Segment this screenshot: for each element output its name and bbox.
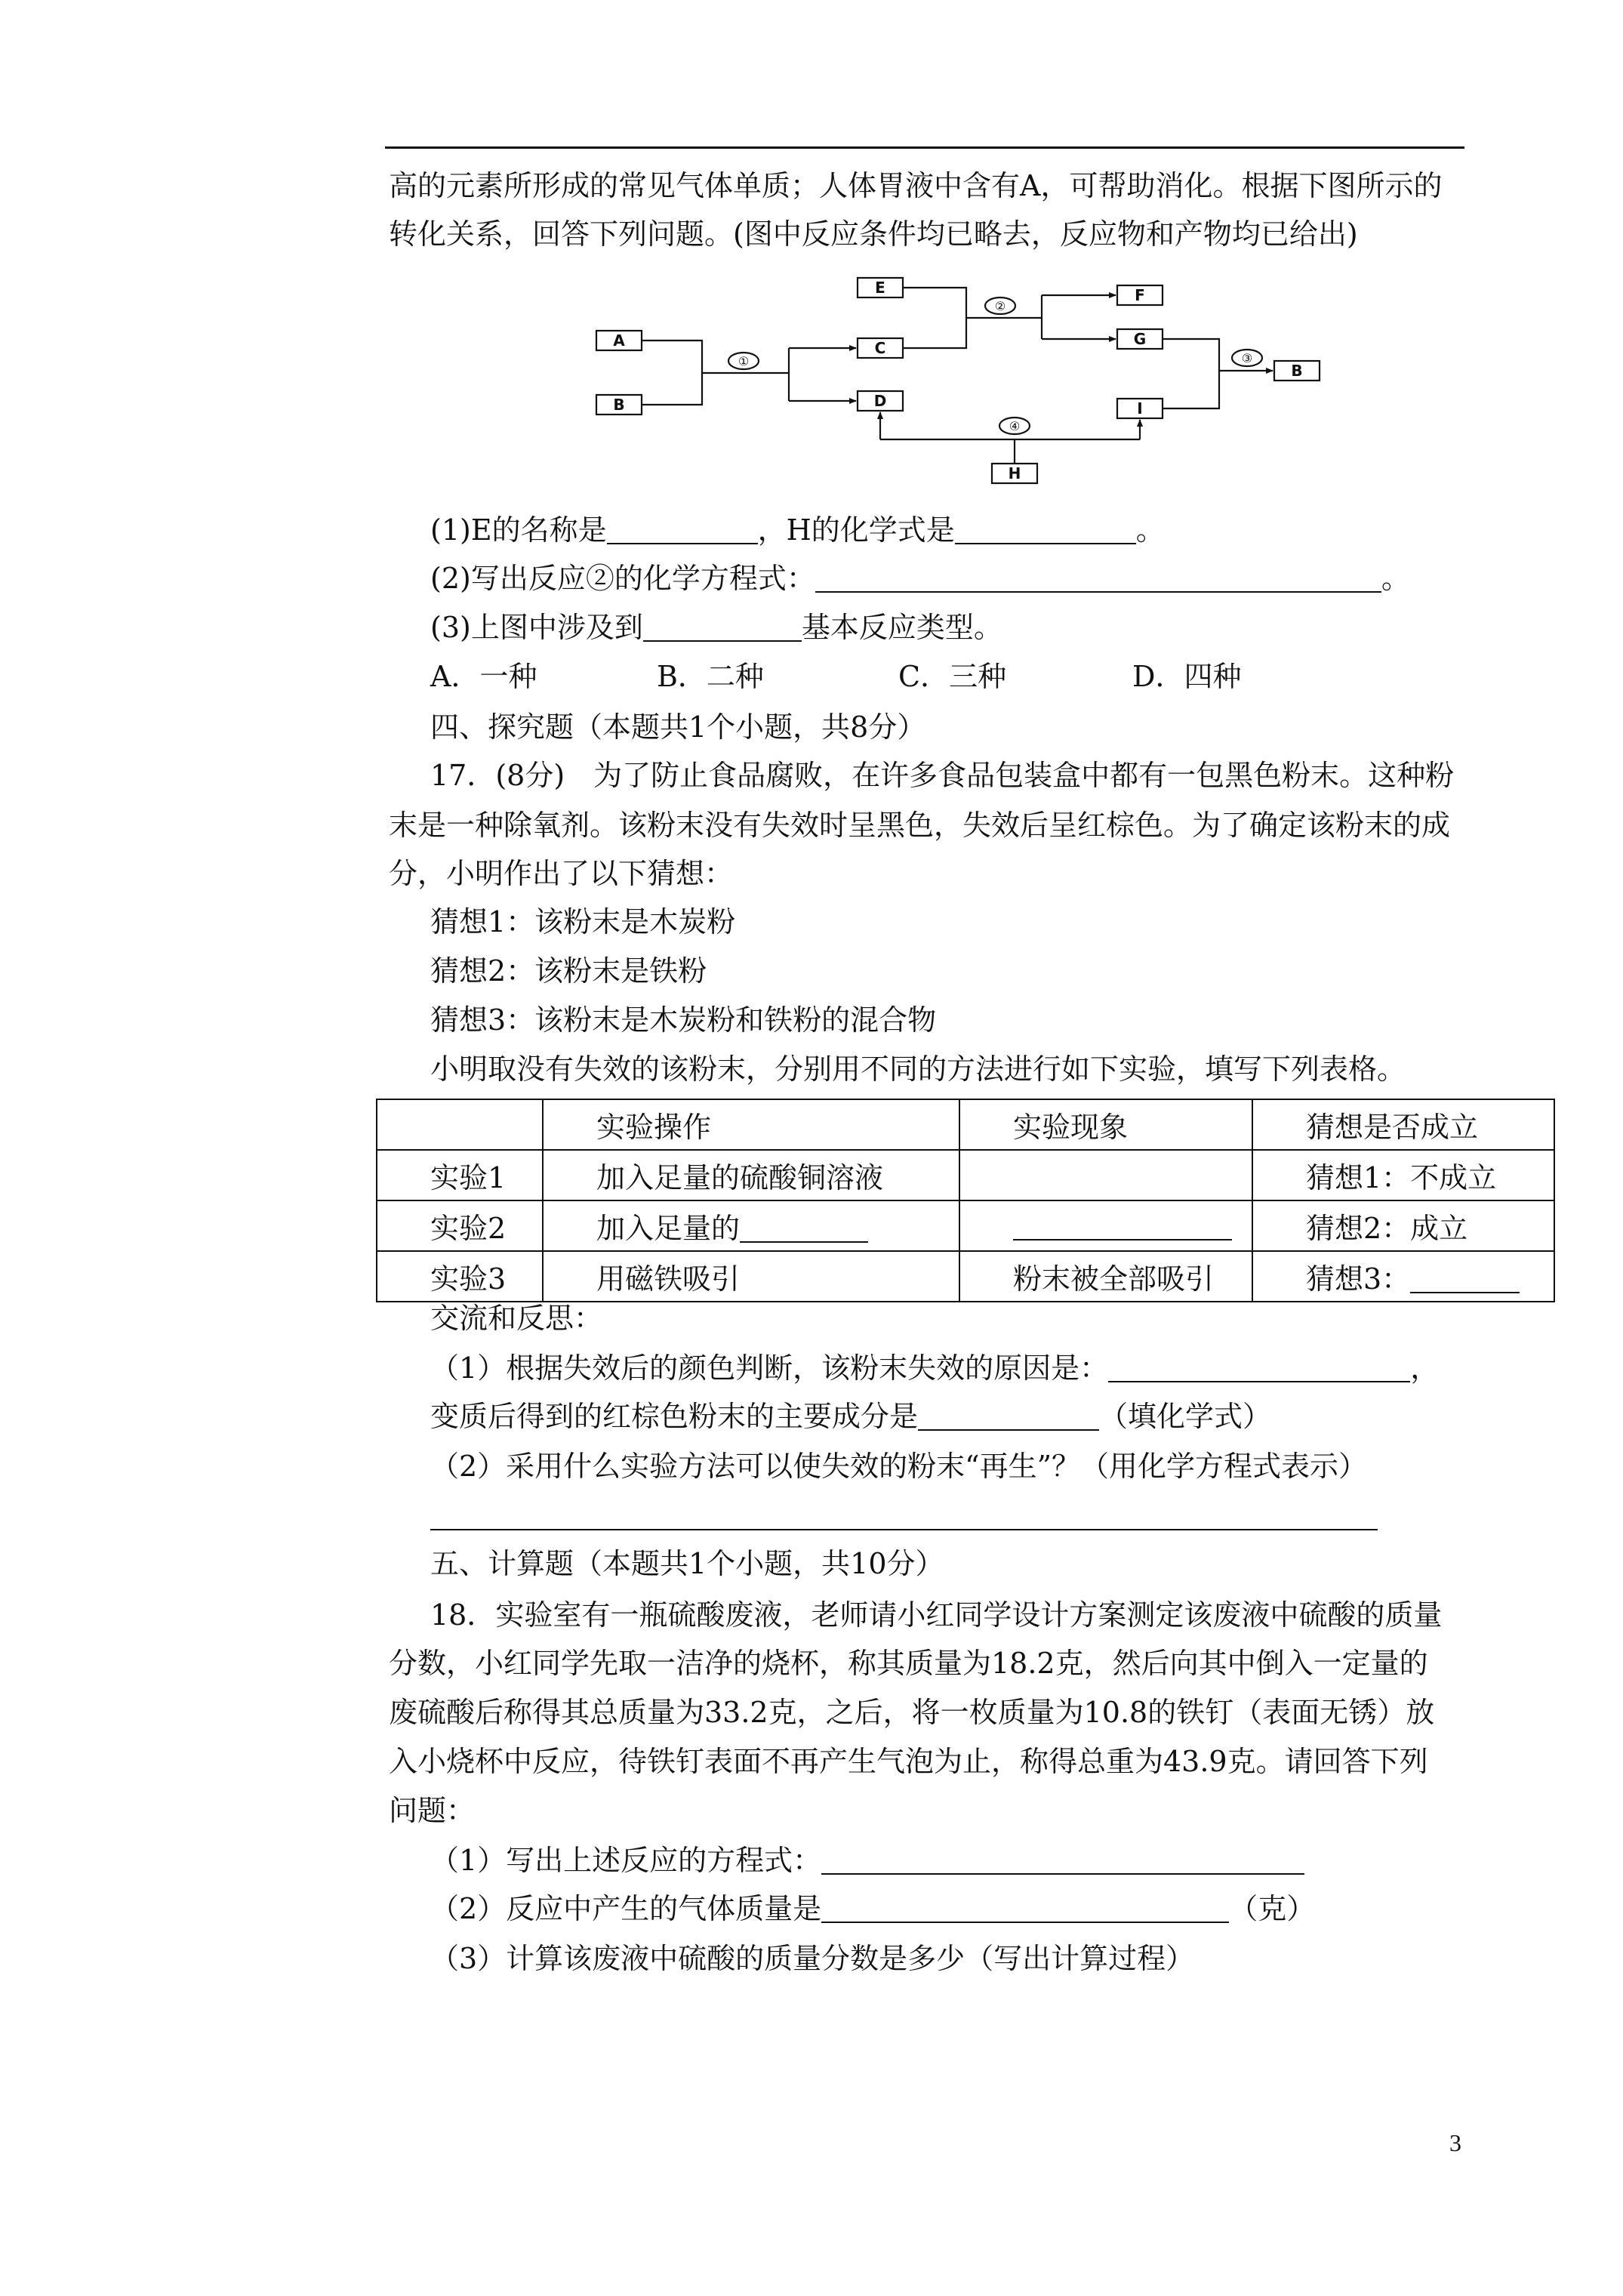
table-header-cell: 猜想是否成立 <box>1252 1099 1554 1150</box>
q16-option-b[interactable]: B．二种 <box>657 660 764 693</box>
q17-reflect-1-cont <box>430 1397 1271 1436</box>
answer-blank-e-name[interactable] <box>607 513 758 544</box>
answer-blank-guess-3[interactable] <box>1410 1262 1520 1293</box>
answer-blank-red-powder-formula[interactable] <box>918 1399 1099 1431</box>
table-header-cell: 实验现象 <box>959 1099 1252 1150</box>
q16-sub2-text-b: 。 <box>1381 562 1410 595</box>
label-B: B <box>613 396 625 414</box>
answer-blank-h-formula[interactable] <box>955 513 1136 544</box>
q17-reflect-1 <box>430 1348 1439 1388</box>
label-D: D <box>873 392 887 410</box>
table-row <box>377 1200 1554 1251</box>
q18-sub2-text-a: （2）反应中产生的气体质量是 <box>430 1892 822 1925</box>
q16-option-d[interactable]: D．四种 <box>1132 660 1242 693</box>
q18-sub1-text: （1）写出上述反应的方程式： <box>430 1844 822 1877</box>
answer-blank-reagent[interactable] <box>740 1211 868 1243</box>
answer-blank-reaction-types[interactable] <box>643 610 802 642</box>
q16-sub1 <box>430 510 1165 550</box>
section-4-title: 四、探究题（本题共1个小题，共8分） <box>430 710 926 744</box>
q16-sub1-text-b: ，H的化学式是 <box>757 513 955 547</box>
reaction-2-label: ② <box>994 299 1006 313</box>
q18-sub3: （3）计算该废液中硫酸的质量分数是多少（写出计算过程） <box>430 1942 1195 1975</box>
answer-blank-phenomenon[interactable] <box>1013 1209 1232 1240</box>
q18-sub2 <box>430 1889 1315 1928</box>
experiment-table <box>376 1099 1555 1302</box>
table-cell-phenomenon: 粉末被全部吸引 <box>959 1251 1252 1302</box>
label-A: A <box>613 331 625 350</box>
page-number: 3 <box>1449 2129 1461 2156</box>
q17-guess-1: 猜想1：该粉末是木炭粉 <box>430 905 736 938</box>
q17-reflect-1-text-b: ， <box>1410 1351 1440 1385</box>
q16-option-a[interactable]: A．一种 <box>430 660 537 693</box>
table-row <box>377 1150 1554 1200</box>
reaction-3-label: ③ <box>1241 351 1253 365</box>
q16-sub1-text-a: (1)E的名称是 <box>430 513 607 547</box>
label-H: H <box>1008 464 1021 482</box>
q17-line-2: 末是一种除氧剂。该粉末没有失效时呈黑色，失效后呈红棕色。为了确定该粉末的成 <box>389 809 1451 842</box>
label-I: I <box>1137 399 1143 418</box>
q16-sub1-text-c: 。 <box>1135 513 1165 547</box>
q17-reflect-1-text-c: 变质后得到的红棕色粉末的主要成分是 <box>430 1400 919 1433</box>
answer-line-regeneration[interactable] <box>430 1529 1378 1530</box>
table-header-cell <box>377 1099 543 1150</box>
header-rule <box>385 146 1464 149</box>
intro-line-2: 转化关系，回答下列问题。(图中反应条件均已略去，反应物和产物均已给出) <box>389 217 1358 251</box>
q18-line-5: 问题： <box>389 1794 476 1827</box>
label-G: G <box>1133 330 1147 348</box>
table-cell-operation <box>543 1200 959 1251</box>
q18-line-2: 分数，小红同学先取一洁净的烧杯，称其质量为18.2克，然后向其中倒入一定量的 <box>389 1647 1428 1680</box>
answer-blank-failure-reason[interactable] <box>1108 1351 1410 1382</box>
q18-line-4: 入小烧杯中反应，待铁钉表面不再产生气泡为止，称得总重为43.9克。请回答下列 <box>389 1745 1428 1778</box>
q17-reflect-1-text-d: （填化学式） <box>1099 1400 1272 1433</box>
table-cell-operation-text: 加入足量的 <box>596 1212 741 1245</box>
table-cell-phenomenon[interactable] <box>959 1150 1252 1200</box>
q16-sub3-text-b: 基本反应类型。 <box>801 611 1002 644</box>
table-header-cell: 实验操作 <box>543 1099 959 1150</box>
q17-line-1: 17．(8分) 为了防止食品腐败，在许多食品包装盒中都有一包黑色粉末。这种粉 <box>430 759 1455 792</box>
label-F: F <box>1135 286 1145 304</box>
table-cell-experiment: 实验3 <box>377 1251 543 1302</box>
q16-sub3-text-a: (3)上图中涉及到 <box>430 611 643 644</box>
q16-sub2 <box>430 559 1410 598</box>
section-5-title: 五、计算题（本题共1个小题，共10分） <box>430 1547 944 1580</box>
label-E: E <box>875 279 885 297</box>
answer-blank-reaction-equation[interactable] <box>821 1843 1304 1875</box>
table-cell-result-text: 猜想3： <box>1306 1262 1411 1296</box>
q17-table-intro: 小明取没有失效的该粉末，分别用不同的方法进行如下实验，填写下列表格。 <box>430 1052 1406 1086</box>
label-B2: B <box>1291 362 1303 380</box>
q17-reflect-2: （2）采用什么实验方法可以使失效的粉末“再生”？（用化学方程式表示） <box>430 1450 1368 1483</box>
table-cell-experiment: 实验1 <box>377 1150 543 1200</box>
q17-line-3: 分，小明作出了以下猜想： <box>389 857 734 890</box>
reaction-1-label: ① <box>738 354 750 368</box>
q18-sub1 <box>430 1841 1304 1880</box>
intro-line-1: 高的元素所形成的常见气体单质；人体胃液中含有A，可帮助消化。根据下图所示的 <box>389 169 1443 202</box>
table-cell-operation: 用磁铁吸引 <box>543 1251 959 1302</box>
q16-sub2-text-a: (2)写出反应②的化学方程式： <box>430 562 815 595</box>
q18-line-1: 18．实验室有一瓶硫酸废液，老师请小红同学设计方案测定该废液中硫酸的质量 <box>430 1598 1443 1632</box>
table-row <box>377 1251 1554 1302</box>
q17-guess-3: 猜想3：该粉末是木炭粉和铁粉的混合物 <box>430 1003 937 1037</box>
q16-sub3 <box>430 608 1002 647</box>
table-cell-phenomenon <box>959 1200 1252 1251</box>
q16-option-c[interactable]: C．三种 <box>898 660 1007 693</box>
answer-blank-gas-mass[interactable] <box>821 1891 1229 1923</box>
q17-reflect-1-text-a: （1）根据失效后的颜色判断，该粉末失效的原因是： <box>430 1351 1109 1385</box>
answer-blank-equation-2[interactable] <box>815 561 1381 593</box>
table-cell-experiment: 实验2 <box>377 1200 543 1251</box>
table-header-row <box>377 1099 1554 1150</box>
reaction-diagram <box>589 270 1336 491</box>
q18-line-3: 废硫酸后称得其总质量为33.2克，之后，将一枚质量为10.8的铁钉（表面无锈）放 <box>389 1696 1435 1729</box>
q17-reflect-title: 交流和反思： <box>430 1302 603 1335</box>
table-cell-result <box>1252 1251 1554 1302</box>
reaction-4-label: ④ <box>1009 419 1021 433</box>
table-cell-operation: 加入足量的硫酸铜溶液 <box>543 1150 959 1200</box>
q17-guess-2: 猜想2：该粉末是铁粉 <box>430 954 707 988</box>
q18-sub2-text-b: （克） <box>1229 1892 1316 1925</box>
table-cell-result: 猜想2：成立 <box>1252 1200 1554 1251</box>
table-cell-result: 猜想1：不成立 <box>1252 1150 1554 1200</box>
label-C: C <box>874 339 886 357</box>
